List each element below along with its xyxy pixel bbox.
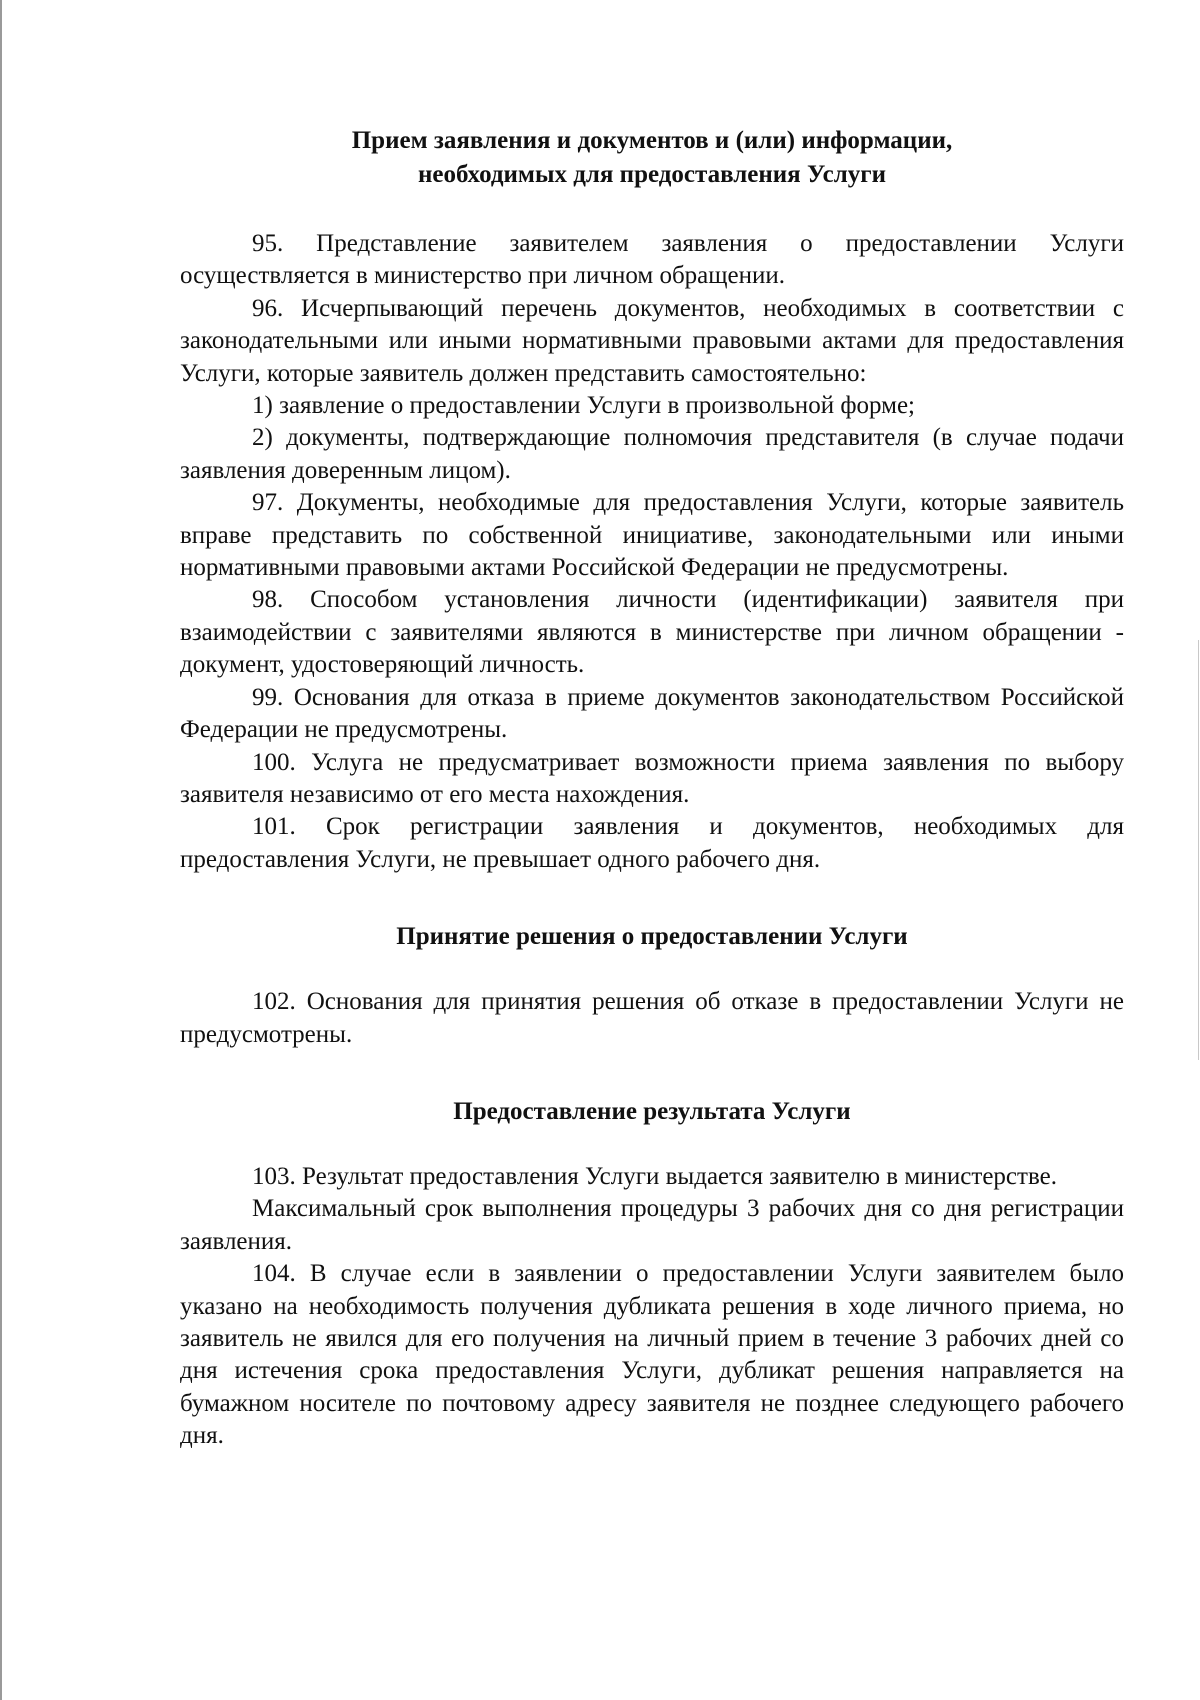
heading-line-1: Прием заявления и документов и (или) информации, [351,127,953,154]
paragraph-104: 104. В случае если в заявлении о предоставлении Услуги заявителем было указано на необходимость получения дубликата решения в ходе личного приема, но заявитель не явился для его получения на личный прием в течение 3 рабочих дней со дня истечения срока предоставления Услуги, дубликат решения направляется на бумажном носителе по почтовому адресу заявителя не позднее следующего рабочего дня. [180,1260,1124,1450]
paragraph-99: 99. Основания для отказа в приеме документов законодательством Российской Федерации не предусмотрены. [180,683,1124,744]
paragraph-102: 102. Основания для принятия решения об отказе в предоставлении Услуги не предусмотрены. [180,988,1124,1048]
section-heading-decision: Принятие решения о предоставлении Услуги [396,923,908,951]
section-heading-reception [180,124,1124,192]
section-heading-result: Предоставление результата Услуги [453,1097,851,1125]
paragraph-max-term: Максимальный срок выполнения процедуры 3 рабочих дня со дня регистрации заявления. [180,1195,1124,1255]
scan-edge-right [1198,640,1199,1060]
scan-edge-left [0,0,2,1700]
paragraph-101: 101. Срок регистрации заявления и документов, необходимых для предоставления Услуги, не превышает одного рабочего дня. [180,813,1124,873]
heading-line-2: необходимых для предоставления Услуги [418,161,886,188]
list-item-1: 1) заявление о предоставлении Услуги в произвольной форме; [252,392,916,420]
paragraph-97: 97. Документы, необходимые для предоставления Услуги, которые заявитель вправе представить по собственной инициативе, законодательными или иными нормативными правовыми актами Российской Федерации не предусмотрены. [180,489,1124,582]
list-item-2: 2) документы, подтверждающие полномочия представителя (в случае подачи заявления доверенным лицом). [180,424,1124,484]
paragraph-96: 96. Исчерпывающий перечень документов, необходимых в соответствии с законодательными или иными нормативными правовыми актами для предоставления Услуги, которые заявитель должен представить самостоятельно: [180,294,1124,387]
paragraph-100: 100. Услуга не предусматривает возможности приема заявления по выбору заявителя независимо от его места нахождения. [180,748,1124,808]
paragraph-95: 95. Представление заявителем заявления о предоставлении Услуги осуществляется в министерство при личном обращении. [180,230,1124,290]
paragraph-103: 103. Результат предоставления Услуги выдается заявителю в министерстве. [252,1162,1057,1190]
document-body [180,124,1124,1453]
paragraph-98: 98. Способом установления личности (идентификации) заявителя при взаимодействии с заявителями являются в министерстве при личном обращении - документ, удостоверяющий личность. [180,586,1124,679]
